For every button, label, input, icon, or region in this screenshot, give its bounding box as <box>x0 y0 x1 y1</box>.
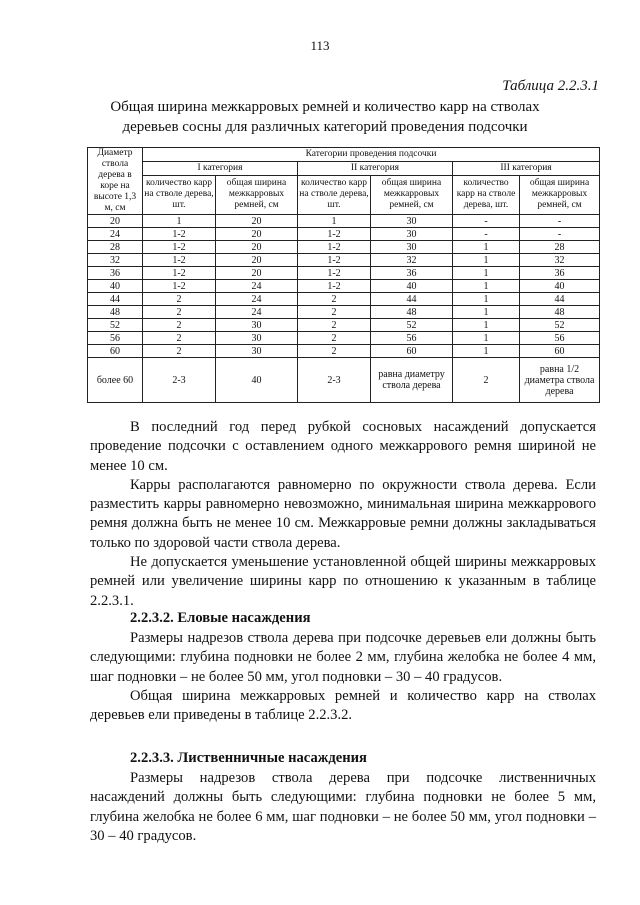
paragraph: Размеры надрезов ствола дерева при подсочке деревьев ели должны быть следующими: глубина подновки не более 2 мм, глубина желобка не более 4 мм, шаг подновки – не более 50 мм, угол подновки – 30 – 40 градусов. <box>90 630 596 685</box>
table-cell: 60 <box>88 345 143 358</box>
table-cell: 48 <box>371 306 453 319</box>
table-cell: 2 <box>298 332 371 345</box>
table-cell: 1-2 <box>298 254 371 267</box>
table-row <box>88 358 600 403</box>
table-cell: 1-2 <box>298 241 371 254</box>
header-categories-group: Категории проведения подсочки <box>143 148 600 162</box>
header-width: общая ширина межкарровых ремней, см <box>520 175 600 214</box>
table-row <box>88 332 600 345</box>
table-cell: 1 <box>453 241 520 254</box>
table-cell: 36 <box>88 267 143 280</box>
table-cell: 1 <box>453 306 520 319</box>
table-row <box>88 267 600 280</box>
paragraph: Размеры надрезов ствола дерева при подсочке лиственничных насаждений должны быть следующими: глубина подновки не более 5 мм, глубина желобка не более 6 мм, шаг подновки – не более 50 мм, угол подновки – 30 – 40 градусов. <box>90 770 596 844</box>
table-label: Таблица 2.2.3.1 <box>502 78 599 94</box>
table-cell: 30 <box>371 228 453 241</box>
table-row <box>88 241 600 254</box>
table-cell: 1 <box>453 293 520 306</box>
table-cell: 36 <box>371 267 453 280</box>
table-cell: 20 <box>216 228 298 241</box>
table-cell: 36 <box>520 267 600 280</box>
table-cell: 2-3 <box>143 358 216 403</box>
table-cell: 40 <box>88 280 143 293</box>
table-cell: 20 <box>216 241 298 254</box>
table-cell: 1-2 <box>143 241 216 254</box>
table-cell: - <box>520 228 600 241</box>
table-cell: 2 <box>143 293 216 306</box>
table-cell: 1-2 <box>298 267 371 280</box>
table-cell: 52 <box>371 319 453 332</box>
table-cell: 30 <box>216 345 298 358</box>
table-cell: 1 <box>453 267 520 280</box>
table-cell: 30 <box>371 215 453 228</box>
table-cell: 44 <box>371 293 453 306</box>
table-body <box>88 215 600 403</box>
table-cell: 1 <box>143 215 216 228</box>
header-count: количество карр на стволе дерева, шт. <box>143 175 216 214</box>
paragraph: В последний год перед рубкой сосновых насаждений допускается проведение подсочки с оставлением одного межкаррового ремня шириной не менее 10 см. <box>90 419 596 474</box>
table-cell: 60 <box>371 345 453 358</box>
page-number: 113 <box>310 38 330 53</box>
header-width: общая ширина межкарровых ремней, см <box>216 175 298 214</box>
table-cell: 60 <box>520 345 600 358</box>
table-row <box>88 280 600 293</box>
table-cell: 32 <box>520 254 600 267</box>
section-heading: 2.2.3.3. Лиственничные насаждения <box>130 750 367 766</box>
table-row <box>88 293 600 306</box>
table-cell: 56 <box>88 332 143 345</box>
table-cell: 48 <box>520 306 600 319</box>
table-cell: 1-2 <box>143 280 216 293</box>
table-row <box>88 215 600 228</box>
table-cell: 32 <box>88 254 143 267</box>
table-cell: 1-2 <box>298 228 371 241</box>
table-cell: 1 <box>453 345 520 358</box>
table-cell: 52 <box>520 319 600 332</box>
table-row <box>88 228 600 241</box>
table-cell: 40 <box>216 358 298 403</box>
table-cell: 1-2 <box>143 228 216 241</box>
table-cell: 2 <box>298 319 371 332</box>
table-cell: 1 <box>453 254 520 267</box>
table-cell: 2 <box>143 306 216 319</box>
table-cell: 1-2 <box>298 280 371 293</box>
body-section-1 <box>90 418 596 611</box>
paragraph: Общая ширина межкарровых ремней и количество карр на стволах деревьев ели приведены в таблице 2.2.3.2. <box>90 687 596 724</box>
table-cell: - <box>453 215 520 228</box>
table-cell: 56 <box>520 332 600 345</box>
table-cell: 24 <box>88 228 143 241</box>
table-cell: 2 <box>143 319 216 332</box>
table-cell: 48 <box>88 306 143 319</box>
header-diameter: Диаметр ствола дерева в коре на высоте 1,3 м, см <box>88 148 143 215</box>
header-category-3: III категория <box>453 161 600 175</box>
table-cell: 24 <box>216 280 298 293</box>
table-cell: 2 <box>143 345 216 358</box>
header-category-2: II категория <box>298 161 453 175</box>
header-count: количество карр на стволе дерева, шт. <box>298 175 371 214</box>
header-width: общая ширина межкарровых ремней, см <box>371 175 453 214</box>
table-title: Общая ширина межкарровых ремней и количество карр на стволах деревьев сосны для различных категорий проведения подсочки <box>110 99 540 135</box>
table-cell: равна диаметру ствола дерева <box>371 358 453 403</box>
table-cell: 2 <box>453 358 520 403</box>
table-row <box>88 306 600 319</box>
table-cell: 32 <box>371 254 453 267</box>
table-cell: 28 <box>520 241 600 254</box>
table-cell: 30 <box>216 332 298 345</box>
table-cell: 56 <box>371 332 453 345</box>
table-cell: 20 <box>216 215 298 228</box>
paragraph: Не допускается уменьшение установленной общей ширины межкарровых ремней или увеличение ширины карр по отношению к указанным в таблице 2.2.3.1. <box>90 554 596 609</box>
table-cell: 1-2 <box>143 267 216 280</box>
body-section-2 <box>90 629 596 725</box>
data-table <box>87 147 600 403</box>
table-cell: 1-2 <box>143 254 216 267</box>
table-cell: более 60 <box>88 358 143 403</box>
table-cell: 20 <box>88 215 143 228</box>
table-cell: 20 <box>216 267 298 280</box>
table-cell: 2-3 <box>298 358 371 403</box>
table-cell: 52 <box>88 319 143 332</box>
section-heading: 2.2.3.2. Еловые насаждения <box>130 610 311 626</box>
table-cell: 1 <box>453 319 520 332</box>
table-cell: 24 <box>216 293 298 306</box>
body-section-3 <box>90 769 596 846</box>
paragraph: Карры располагаются равномерно по окружности ствола дерева. Если разместить карры равномерно невозможно, минимальная ширина межкаррового ремня должна быть не менее 10 см. Межкарровые ремни должны закладываться только по здоровой части ствола дерева. <box>90 476 596 551</box>
table-cell: 1 <box>453 280 520 293</box>
table-cell: 44 <box>88 293 143 306</box>
table-cell: равна 1/2 диаметра ствола дерева <box>520 358 600 403</box>
table-cell: 20 <box>216 254 298 267</box>
table-row <box>88 319 600 332</box>
table-cell: 40 <box>371 280 453 293</box>
table-row <box>88 254 600 267</box>
table-row <box>88 345 600 358</box>
table-cell: 30 <box>216 319 298 332</box>
table-cell: 1 <box>453 332 520 345</box>
header-count: количество карр на стволе дерева, шт. <box>453 175 520 214</box>
table-cell: 2 <box>298 306 371 319</box>
table-cell: 30 <box>371 241 453 254</box>
header-category-1: I категория <box>143 161 298 175</box>
table-cell: 2 <box>143 332 216 345</box>
table-cell: 44 <box>520 293 600 306</box>
table-cell: - <box>453 228 520 241</box>
table-cell: 28 <box>88 241 143 254</box>
table-cell: 24 <box>216 306 298 319</box>
table-cell: - <box>520 215 600 228</box>
table-cell: 1 <box>298 215 371 228</box>
table-cell: 2 <box>298 293 371 306</box>
table-cell: 2 <box>298 345 371 358</box>
table-cell: 40 <box>520 280 600 293</box>
